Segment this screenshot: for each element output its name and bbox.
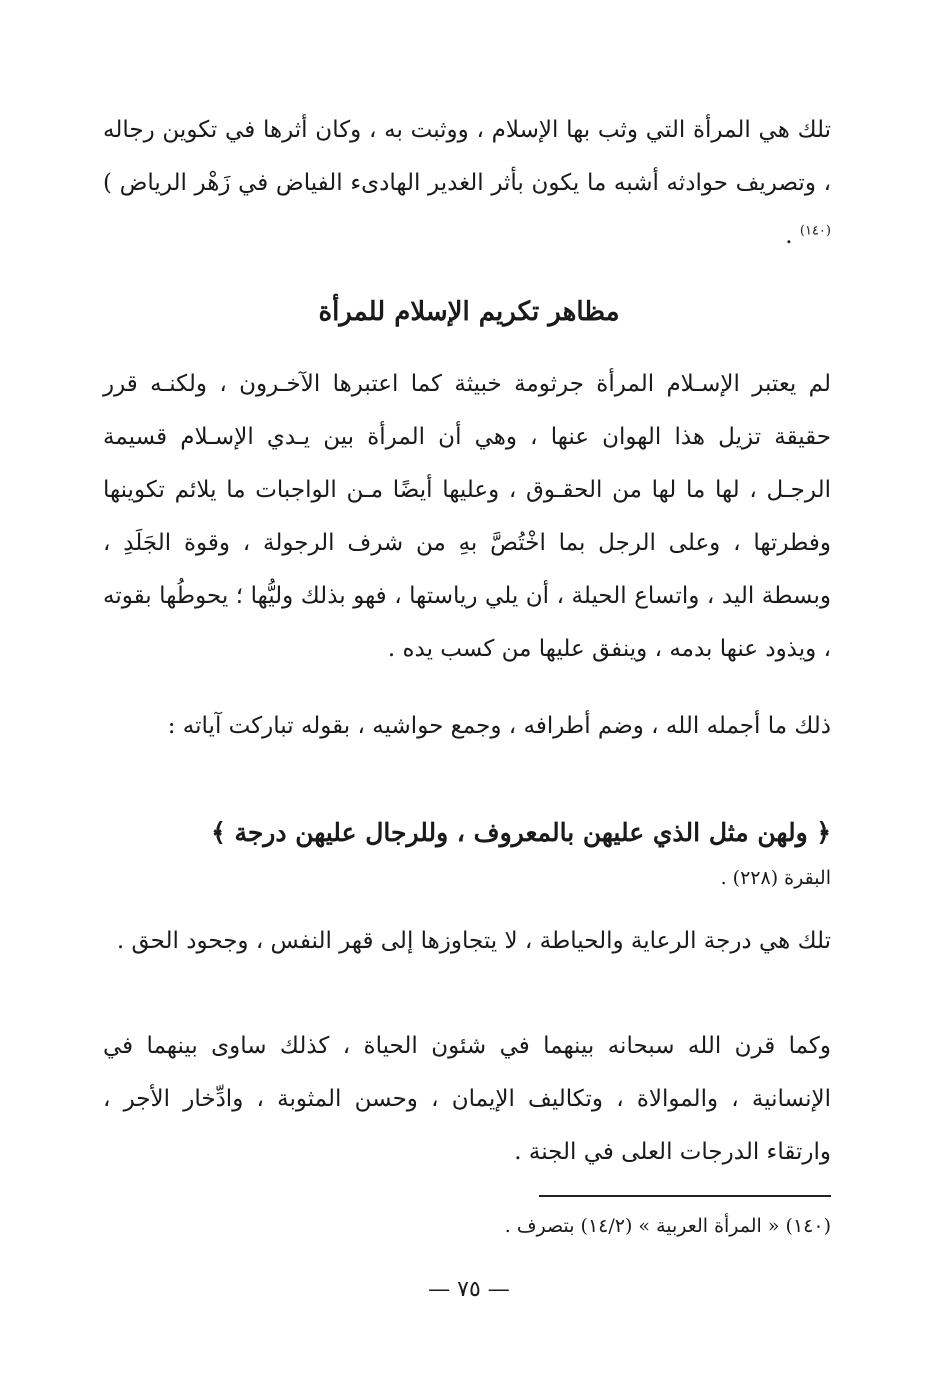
footnote-divider xyxy=(539,1195,831,1197)
paragraph-intro-end: . xyxy=(785,223,800,249)
verse-reference: البقرة (٢٢٨) . xyxy=(720,867,831,889)
paragraph-intro-text: تلك هي المرأة التي وثب بها الإسلام ، ووثبت به ، وكان أثرها في تكوين رجاله ، وتصريف حوادثه أشبه ما يكون بأثر الغدير الهادىء الفياض في زَهْر الرياض ) xyxy=(103,117,831,196)
paragraph-quran-intro: ذلك ما أجمله الله ، وضم أطرافه ، وجمع حواشيه ، بقوله تباركت آياته : xyxy=(167,713,831,739)
section-heading: مظاهر تكريم الإسلام للمرأة xyxy=(318,297,620,327)
paragraph-equality: وكما قرن الله سبحانه بينهما في شئون الحياة ، كذلك ساوى بينهما في الإنسانية ، والموالاة ، وتكاليف الإيمان ، وحسن المثوبة ، وادِّخار الأجر ، وارتقاء الدرجات العلى في الجنة . xyxy=(103,1033,831,1165)
paragraph-islam-honor: لم يعتبر الإسـلام المرأة جرثومة خبيثة كما اعتبرها الآخـرون ، ولكنـه قرر حقيقة تزيل هذا الهوان عنها ، وهي أن المرأة بين يـدي الإسـلام قسيمة الرجـل ، لها ما لها من الحقـوق ، وعليها أيضًا مـن الواجبات ما يلائم تكوينها وفطرتها ، وعلى الرجل بما اخْتُصَّ بهِ من شرف الرجولة ، وقوة الجَلَدِ ، وبسطة اليد ، واتساع الحيلة ، أن يلي رياستها ، فهو بذلك وليُّها ؛ يحوطُها بقوته ، ويذود عنها بدمه ، وينفق عليها من كسب يده . xyxy=(103,371,831,662)
footnote-reference: (١٤٠) xyxy=(799,223,831,239)
footnote: (١٤٠) « المرأة العربية » (١٤/٢) بتصرف . xyxy=(504,1215,831,1237)
quran-verse: ﴿ ولهن مثل الذي عليهن بالمعروف ، وللرجال عليهن درجة ﴾ xyxy=(211,818,831,847)
paragraph-degree: تلك هي درجة الرعاية والحياطة ، لا يتجاوزها إلى قهر النفس ، وجحود الحق . xyxy=(116,928,831,954)
page-number: — ٧٥ — xyxy=(428,1277,510,1302)
paragraph-intro xyxy=(103,104,831,263)
